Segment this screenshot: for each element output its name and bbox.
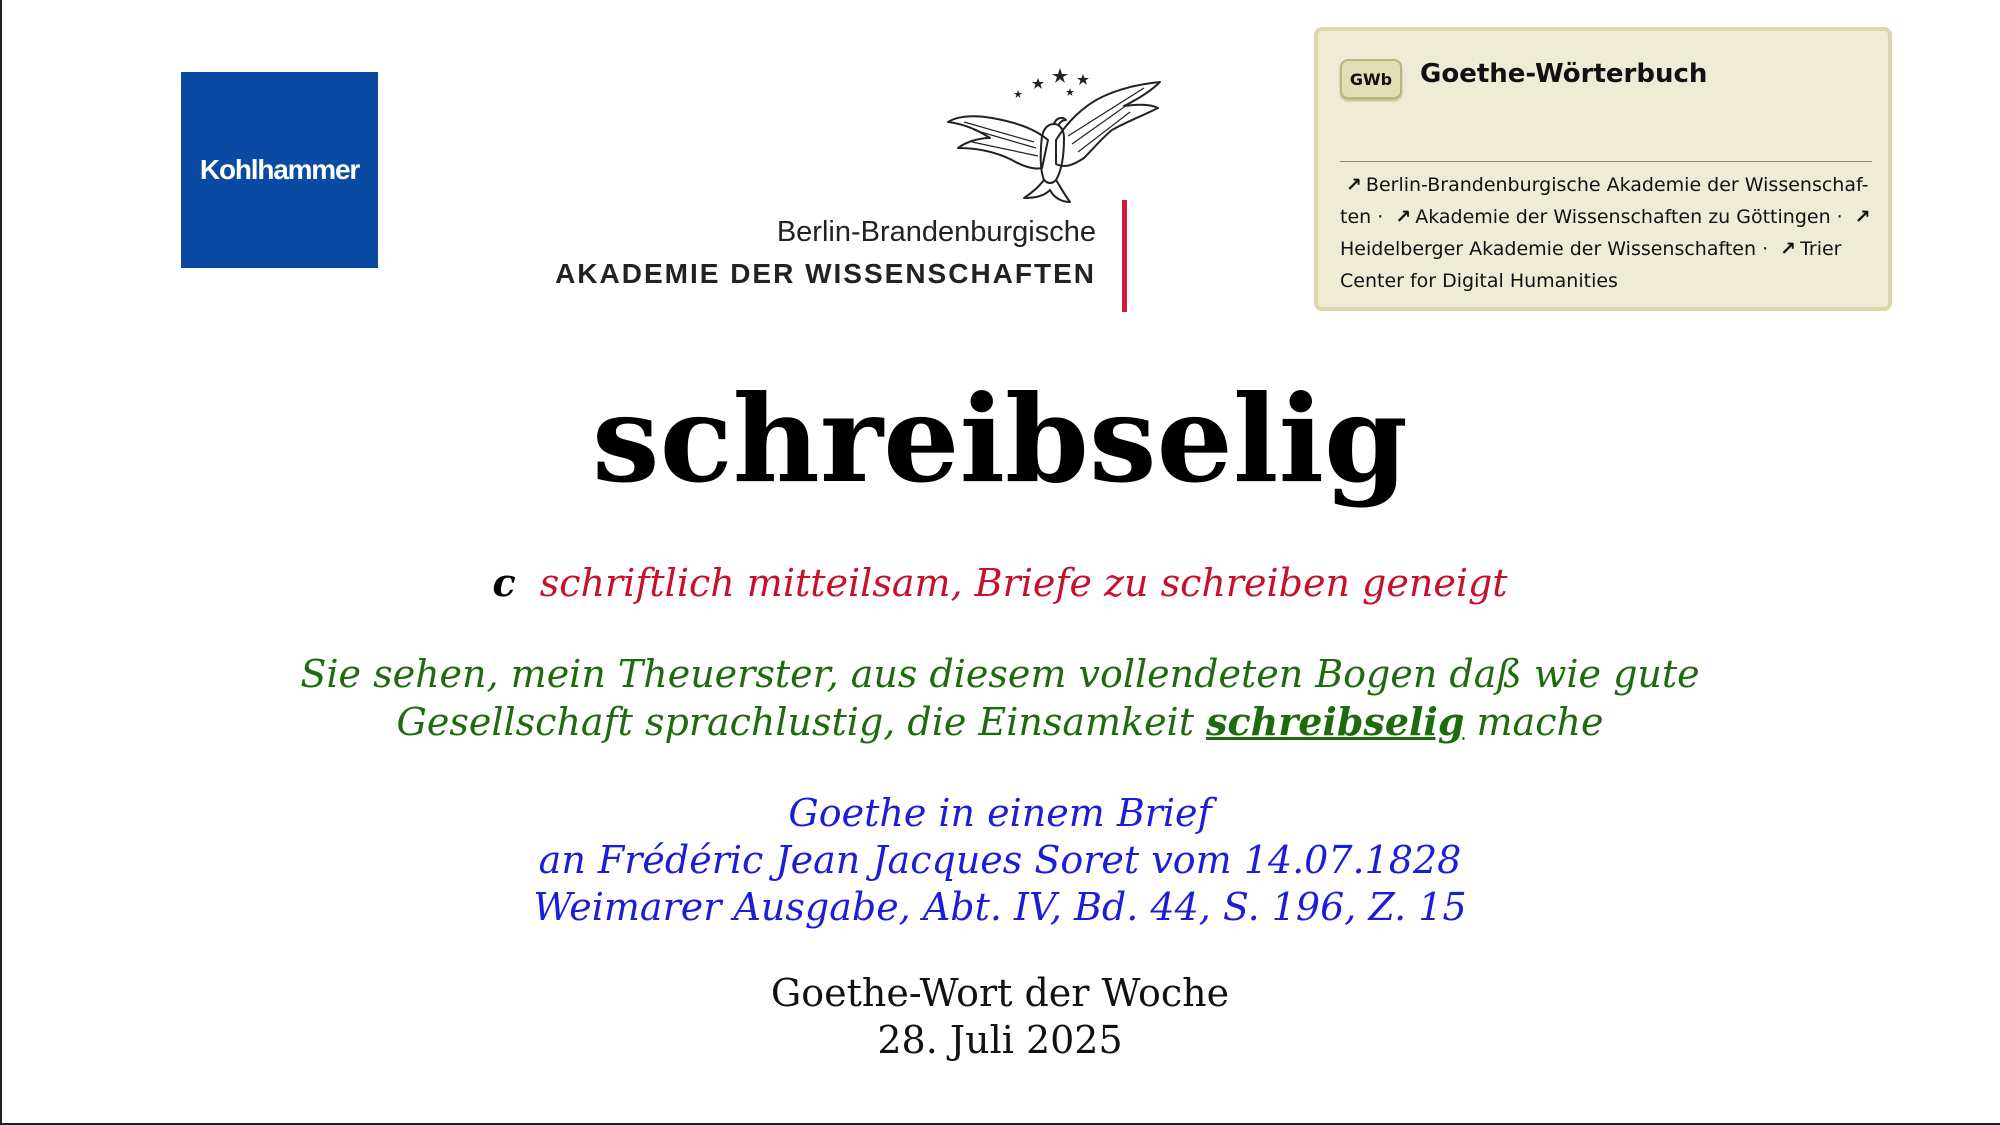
external-link-icon: ↗ <box>1346 174 1362 196</box>
kohlhammer-logo <box>181 72 378 268</box>
gwb-badge: GWb <box>1340 59 1402 99</box>
divider <box>1340 161 1872 162</box>
bbaw-wordmark-line1: Berlin-Brandenburgische <box>776 216 1096 248</box>
external-link-icon: ↗ <box>1854 206 1871 228</box>
definition-line <box>0 558 2000 608</box>
headword: schreibselig <box>592 369 1408 510</box>
bbaw-wordmark-line2: AKADEMIE DER WISSENSCHAFTEN <box>555 258 1096 289</box>
gwb-title: Goethe-Wörterbuch <box>1420 59 1708 89</box>
gwb-link-bbaw[interactable]: Berlin-Brandenburgische Akademie der Wissenschaf-ten · <box>1340 174 1869 228</box>
definition-text: schriftlich mitteilsam, Briefe zu schreiben geneigt <box>539 561 1508 605</box>
kohlhammer-wordmark: Kohlhammer <box>199 154 360 185</box>
bbaw-red-bar <box>1122 200 1127 312</box>
gwb-link-trier[interactable]: Trier Center for Digital Humanities <box>1340 238 1842 292</box>
source-line-3: Weimarer Ausgabe, Abt. IV, Bd. 44, S. 196, Z. 15 <box>533 885 1467 929</box>
source-line-1: Goethe in einem Brief <box>788 791 1212 835</box>
gwb-info-box <box>1314 27 1892 311</box>
footer <box>0 970 2000 1064</box>
gwb-link-heidelberg[interactable]: Heidelberger Akademie der Wissenschaften · <box>1340 238 1769 260</box>
external-link-icon: ↗ <box>1780 238 1797 260</box>
gwb-link-goettingen[interactable]: Akademie der Wissenschaften zu Göttingen · <box>1415 206 1843 228</box>
source-citation <box>0 790 2000 931</box>
external-link-icon: ↗ <box>1395 206 1412 228</box>
quote <box>0 650 2000 746</box>
quote-line-2 <box>0 698 2000 746</box>
sense-label: c <box>492 560 516 605</box>
eagle-icon <box>944 58 1164 208</box>
quote-text-before: Gesellschaft sprachlustig, die Einsamkeit <box>396 700 1207 744</box>
footer-title: Goethe-Wort der Woche <box>770 971 1230 1015</box>
quote-keyword-link[interactable]: schreibselig <box>1206 699 1465 744</box>
source-line-2: an Frédéric Jean Jacques Soret vom 14.07.1828 <box>538 838 1462 882</box>
quote-text-after: mache <box>1464 700 1604 744</box>
footer-date: 28. Juli 2025 <box>877 1018 1123 1062</box>
quote-line-1: Sie sehen, mein Theuerster, aus diesem vollendeten Bogen daß wie gute <box>300 652 1700 696</box>
gwb-links <box>1340 169 1880 297</box>
